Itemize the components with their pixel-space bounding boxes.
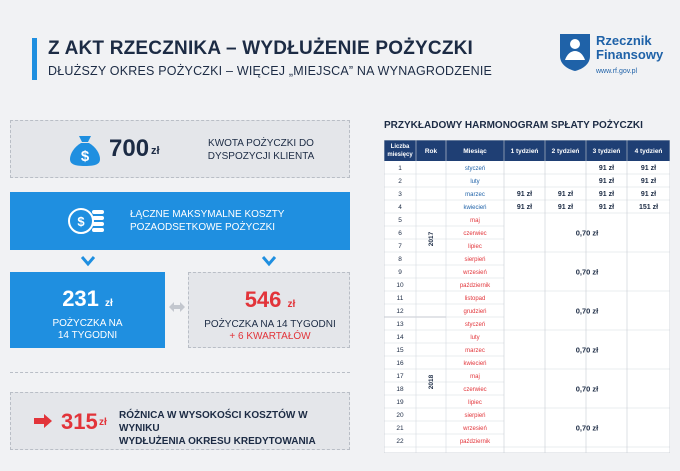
table-cell-month-name: styczeń	[464, 166, 486, 172]
loan-amount-label	[191, 137, 331, 163]
table-cell-month-number: 1	[398, 165, 402, 172]
table-cell-month-name: październik	[459, 439, 491, 445]
table-header-cell: 2 tydzień	[551, 148, 580, 155]
loan-amount-box	[10, 120, 350, 178]
schedule-title: PRZYKŁADOWY HARMONOGRAM SPŁATY POŻYCZKI	[384, 120, 643, 131]
table-cell-month-number: 14	[396, 334, 404, 341]
table-cell-month-name: grudzień	[463, 309, 487, 315]
short-loan-label-line2: 14 TYGODNI	[57, 330, 118, 341]
max-costs-box	[10, 192, 350, 250]
table-cell-month-number: 15	[396, 347, 404, 354]
table-cell-month-name: marzec	[465, 348, 485, 354]
table-cell-month-name: luty	[470, 335, 480, 341]
repayment-schedule-table	[384, 140, 670, 453]
difference-label	[119, 409, 349, 448]
logo-name-line1: Rzecznik	[596, 33, 652, 48]
table-cell-month-number: 2	[398, 178, 402, 185]
long-loan-extra: + 6 KWARTAŁÓW	[229, 331, 311, 342]
long-loan-label: POŻYCZKA NA 14 TYGODNI	[204, 319, 336, 330]
table-cell-month-number: 5	[398, 217, 402, 224]
difference-box	[10, 392, 350, 450]
table-cell-payment: 91 zł	[640, 191, 657, 198]
table-cell-month-number: 17	[396, 373, 404, 380]
short-loan-label	[10, 318, 165, 342]
short-loan-value	[10, 286, 165, 312]
table-cell-month-name: październik	[459, 283, 491, 289]
short-loan-label-line1: POŻYCZKA NA	[52, 318, 123, 329]
arrow-down-icon	[81, 255, 95, 267]
table-cell-month-number: 4	[398, 204, 402, 211]
table-cell-month-name: sierpień	[464, 413, 486, 419]
table-cell-month-number: 10	[396, 282, 404, 289]
table-cell-month-number: 7	[398, 243, 402, 250]
table-cell-payment: 91 zł	[598, 165, 615, 172]
table-header-cell: 3 tydzień	[592, 148, 621, 155]
max-costs-label	[130, 208, 330, 234]
table-cell-month-name: wrzesień	[463, 426, 487, 432]
difference-unit: zł	[99, 417, 107, 428]
title-accent-bar	[32, 38, 37, 80]
table-cell-month-name: lipiec	[468, 244, 482, 250]
difference-value: 315	[61, 409, 98, 434]
table-cell-payment: 91 zł	[598, 191, 615, 198]
table-cell-month-name: kwiecień	[463, 205, 487, 211]
table-header-cell: Rok	[424, 148, 438, 155]
loan-amount-label-line2: DYSPOZYCJI KLIENTA	[207, 151, 315, 162]
svg-text:$: $	[77, 214, 85, 229]
table-cell-quarter-payment: 0,70 zł	[575, 345, 599, 355]
table-cell-month-number: 19	[396, 399, 404, 406]
table-cell-payment: 91 zł	[640, 178, 657, 185]
table-cell-month-name: luty	[470, 179, 480, 185]
table-cell-month-number: 6	[398, 230, 402, 237]
coins-icon	[68, 204, 106, 238]
short-loan-unit: zł	[105, 298, 113, 309]
table-cell-payment: 151 zł	[638, 204, 659, 211]
page-subtitle: DŁUŻSZY OKRES POŻYCZKI – WIĘCEJ „MIEJSCA” NA WYNAGRODZENIE	[48, 64, 493, 78]
table-cell-month-name: kwiecień	[463, 361, 487, 367]
shield-person-icon	[558, 32, 592, 72]
table-cell-month-name: styczeń	[464, 322, 486, 328]
table-cell-month-number: 13	[396, 321, 404, 328]
table-cell-year: 2017	[428, 231, 435, 247]
table-cell-month-number: 20	[396, 412, 404, 419]
table-cell-month-number: 18	[396, 386, 404, 393]
table-cell-month-name: listopad	[464, 296, 486, 302]
table-cell-month-number: 16	[396, 360, 404, 367]
long-loan-unit: zł	[287, 299, 296, 310]
short-loan-box	[10, 272, 165, 348]
loan-amount-value: 700	[109, 135, 150, 162]
logo-name	[596, 34, 663, 62]
table-cell-payment: 91 zł	[557, 204, 574, 211]
loan-amount-label-line1: KWOTA POŻYCZKI DO	[208, 138, 314, 149]
table-header-cell: 4 tydzień	[634, 148, 663, 155]
table-cell-payment: 91 zł	[598, 204, 615, 211]
rf-logo[interactable]	[558, 30, 668, 82]
logo-url: www.rf.gov.pl	[596, 68, 638, 75]
table-cell-quarter-payment: 0,70 zł	[575, 423, 599, 433]
short-loan-amount: 231	[62, 286, 99, 311]
table-cell-month-name: lipiec	[468, 400, 482, 406]
table-cell-month-number: 9	[398, 269, 402, 276]
table-cell-month-name: maj	[470, 374, 480, 380]
long-loan-value	[189, 287, 351, 313]
table-cell-month-name: czerwiec	[463, 387, 487, 393]
svg-text:$: $	[80, 148, 90, 165]
table-cell-payment: 91 zł	[557, 191, 574, 198]
table-cell-year: 2018	[428, 374, 435, 390]
table-cell-payment: 91 zł	[516, 204, 533, 211]
table-cell-month-name: wrzesień	[463, 270, 487, 276]
table-header-cell: Liczba	[390, 144, 410, 150]
table-header-cell: 1 tydzień	[510, 148, 539, 155]
table-cell-month-number: 12	[396, 308, 404, 315]
table-cell-month-number: 8	[398, 256, 402, 263]
max-costs-label-line2: POZAODSETKOWE POŻYCZKI	[130, 222, 276, 233]
compare-arrows-icon	[168, 300, 186, 314]
logo-name-line2: Finansowy	[596, 47, 664, 62]
table-header-cell: Miesiąc	[463, 148, 487, 155]
table-cell-month-number: 11	[396, 295, 404, 302]
page-title: Z AKT RZECZNIKA – WYDŁUŻENIE POŻYCZKI	[48, 38, 474, 59]
table-cell-payment: 91 zł	[640, 165, 657, 172]
arrow-down-icon	[262, 255, 276, 267]
difference-label-line2: WYDŁUŻENIA OKRESU KREDYTOWANIA	[119, 436, 316, 447]
money-bag-icon	[67, 132, 103, 168]
table-header-cell: miesięcy	[387, 152, 413, 158]
table-cell-month-name: sierpień	[464, 257, 486, 263]
table-cell-payment: 91 zł	[516, 191, 533, 198]
table-cell-quarter-payment: 0,70 zł	[575, 384, 599, 394]
long-loan-box	[188, 272, 350, 348]
max-costs-label-line1: ŁĄCZNE MAKSYMALNE KOSZTY	[130, 209, 285, 220]
table-cell-month-number: 22	[396, 438, 404, 445]
table-cell-month-name: marzec	[465, 192, 485, 198]
table-cell-payment: 91 zł	[598, 178, 615, 185]
loan-amount-unit: zł	[151, 145, 160, 157]
table-cell-month-name: maj	[470, 218, 480, 224]
arrow-right-icon	[33, 413, 53, 429]
divider	[10, 372, 350, 373]
difference-label-line1: RÓŻNICA W WYSOKOŚCI KOSZTÓW W WYNIKU	[119, 410, 308, 434]
long-loan-amount: 546	[244, 287, 282, 312]
table-cell-quarter-payment: 0,70 zł	[575, 267, 599, 277]
table-cell-quarter-payment: 0,70 zł	[575, 306, 599, 316]
table-cell-quarter-payment: 0,70 zł	[575, 228, 599, 238]
table-cell-month-name: czerwiec	[463, 231, 487, 237]
table-cell-month-number: 21	[396, 425, 404, 432]
table-cell-month-number: 3	[398, 191, 402, 198]
